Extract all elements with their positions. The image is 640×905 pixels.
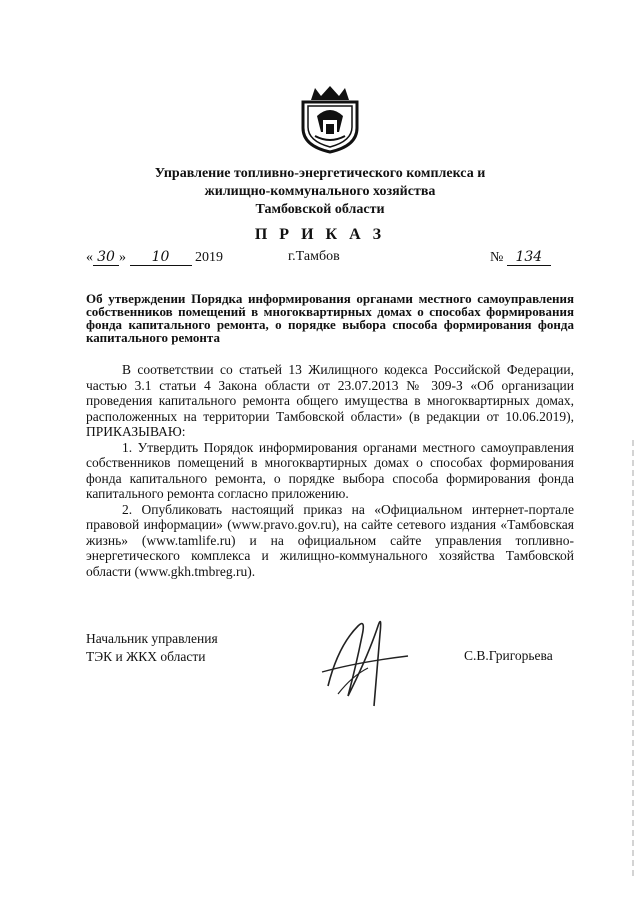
document-number bbox=[490, 249, 551, 266]
document-city: г.Тамбов bbox=[288, 249, 340, 264]
organization-header bbox=[0, 165, 640, 219]
handwritten-signature bbox=[308, 606, 428, 716]
signatory-title bbox=[86, 630, 218, 666]
org-line-2: жилищно-коммунального хозяйства bbox=[204, 184, 436, 199]
date-month: 10 bbox=[130, 249, 192, 266]
signatory-title-line-2: ТЭК и ЖКХ области bbox=[86, 649, 206, 664]
body-preamble: В соответствии со статьей 13 Жилищного кодекса Российской Федерации, частью 3.1 статьи 4 Закона области от 23.07.2013 № 309-З «Об организации проведения капитального ремонта общего имущества в многоквартирных домах, расположенных на территории Тамбовской области» (в редакции от 10.06.2019), ПРИКАЗЫВАЮ: bbox=[86, 362, 574, 439]
org-line-1: Управление топливно-энергетического комплекса и bbox=[154, 166, 486, 181]
date-year: 2019 bbox=[195, 250, 223, 265]
date-day: 30 bbox=[93, 249, 119, 266]
scan-edge-line bbox=[632, 440, 634, 880]
body-item-2: 2. Опубликовать настоящий приказ на «Официальном интернет-портале правовой информации» (www.pravo.gov.ru), на сайте сетевого издания «Тамбовская жизнь» (www.tamlife.ru) и на официальном сайте управления топливно-энергетического комплекса и жилищно-коммунального хозяйства Тамбовской области (www.gkh.tmbreg.ru). bbox=[86, 501, 574, 579]
document-type-title: П Р И К А З bbox=[254, 226, 386, 243]
coat-of-arms-emblem bbox=[297, 84, 363, 154]
document-subject: Об утверждении Порядка информирования органами местного самоуправления собственников помещений в многоквартирных домах о способах формирования фонда капитального ремонта, о порядке выбора способа формирования фонда капитального ремонта bbox=[86, 291, 574, 345]
number-prefix: № bbox=[490, 250, 504, 265]
org-line-3: Тамбовской области bbox=[255, 202, 385, 217]
document-body bbox=[86, 362, 574, 579]
signatory-title-line-1: Начальник управления bbox=[86, 631, 218, 646]
number-value: 134 bbox=[507, 249, 551, 266]
signatory-name: С.В.Григорьева bbox=[464, 648, 553, 663]
document-date: « 30 » 10 2019 bbox=[86, 249, 223, 265]
body-item-1: 1. Утвердить Порядок информирования органами местного самоуправления собственников помещений в многоквартирных домах о способах формирования фонда капитального ремонта, о порядке выбора способа формирования фонда капитального ремонта согласно приложению. bbox=[86, 439, 574, 501]
